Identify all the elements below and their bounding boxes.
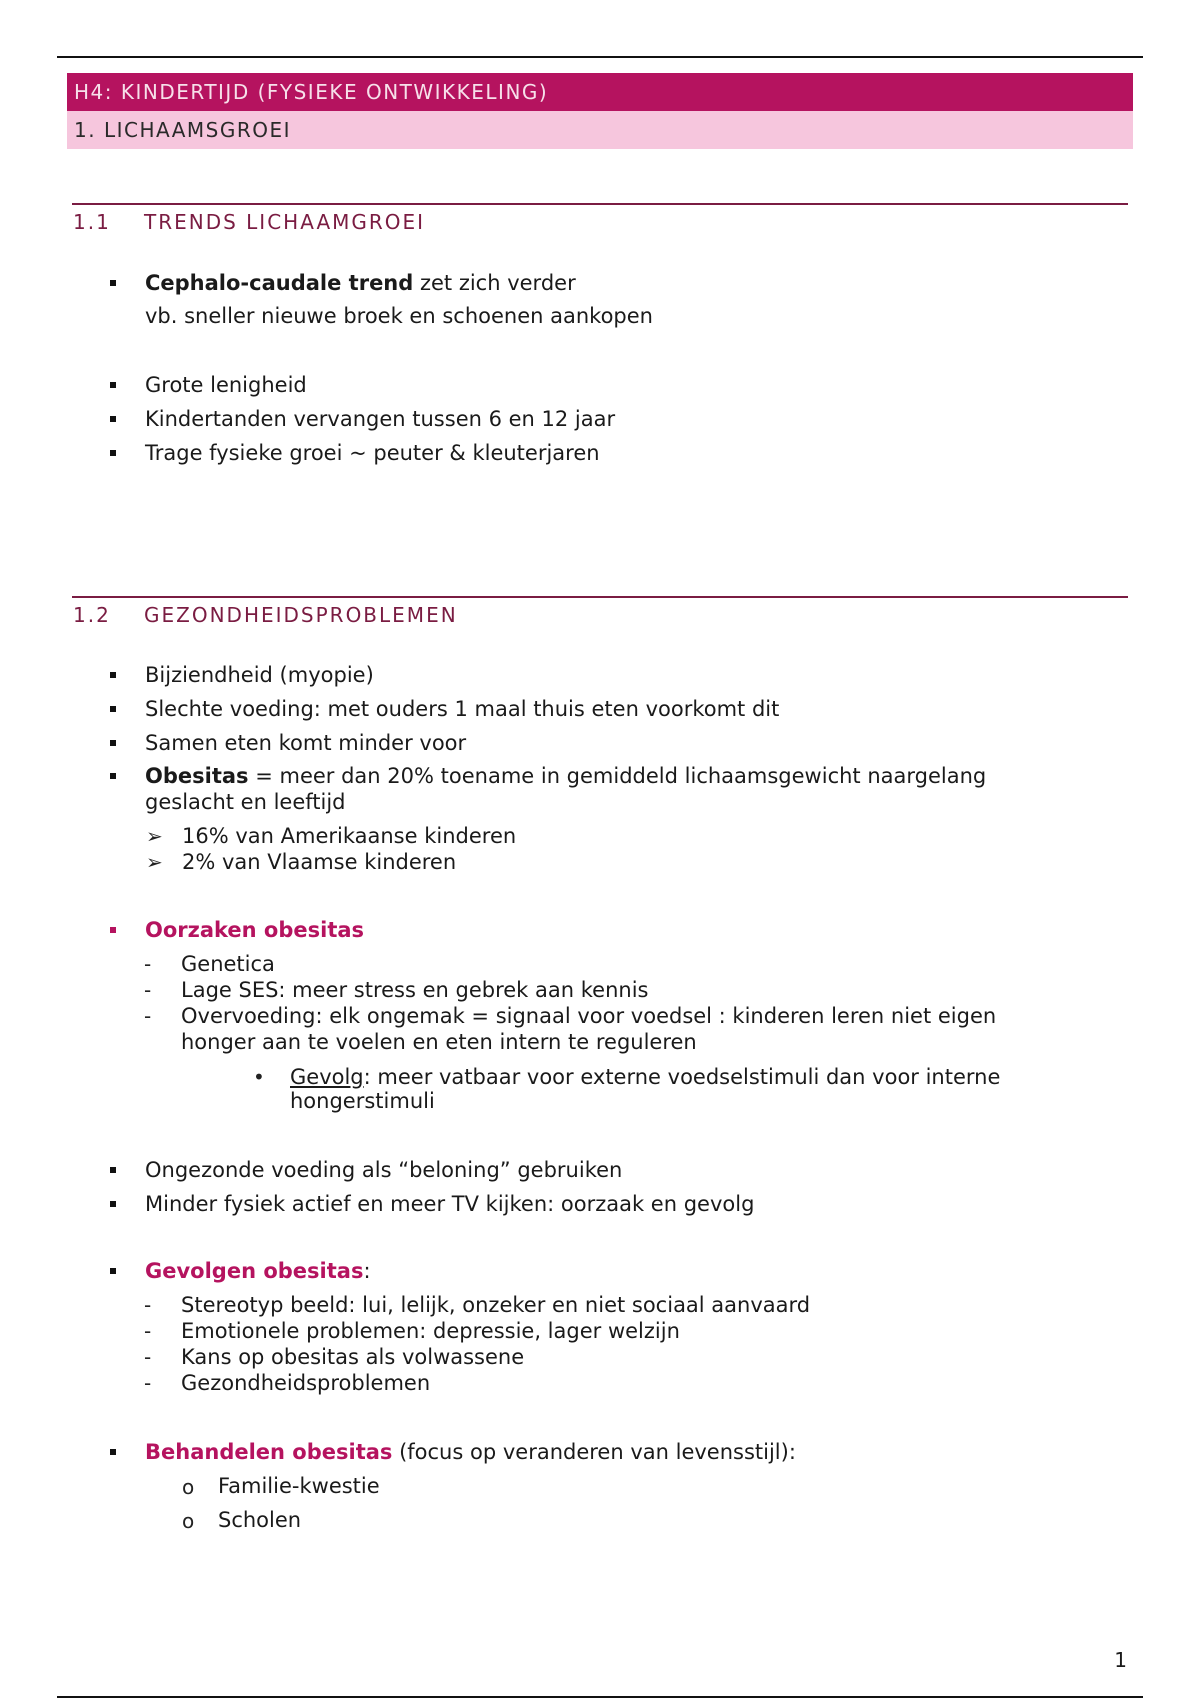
list-item: Minder fysiek actief en meer TV kijken: oorzaak en gevolg bbox=[145, 1192, 755, 1216]
behandelen-heading: Behandelen obesitas (focus op veranderen van levensstijl): bbox=[145, 1440, 796, 1464]
section-heading-text: GEZONDHEIDSPROBLEMEN bbox=[144, 603, 458, 627]
list-item: Trage fysieke groei ~ peuter & kleuterjaren bbox=[145, 441, 600, 465]
bullet-icon bbox=[110, 1201, 116, 1207]
bullet-icon bbox=[110, 280, 116, 286]
sub-list-item: Gezondheidsproblemen bbox=[181, 1371, 431, 1395]
bullet-icon bbox=[110, 927, 116, 933]
list-item: Kindertanden vervangen tussen 6 en 12 jaar bbox=[145, 407, 616, 431]
bullet-icon bbox=[110, 773, 116, 779]
dash-bullet-icon: - bbox=[144, 1293, 152, 1317]
sub-list-item: Scholen bbox=[218, 1508, 302, 1532]
list-item: Samen eten komt minder voor bbox=[145, 731, 467, 755]
list-item-obesitas: Obesitas = meer dan 20% toename in gemiddeld lichaamsgewicht naargelang bbox=[145, 764, 987, 788]
sub-list-item: 2% van Vlaamse kinderen bbox=[182, 850, 457, 874]
dash-bullet-icon: - bbox=[144, 1004, 152, 1028]
top-rule bbox=[57, 56, 1143, 58]
list-item: Grote lenigheid bbox=[145, 373, 307, 397]
list-item-continuation: vb. sneller nieuwe broek en schoenen aankopen bbox=[145, 304, 653, 328]
circle-bullet-icon: o bbox=[182, 1509, 195, 1533]
list-item: Cephalo-caudale trend zet zich verder bbox=[145, 271, 576, 295]
sub-list-item-continuation: honger aan te voelen en eten intern te reguleren bbox=[181, 1030, 697, 1054]
arrow-bullet-icon: ➢ bbox=[146, 824, 163, 848]
dot-bullet-icon: • bbox=[253, 1065, 265, 1089]
sub-list-item: 16% van Amerikaanse kinderen bbox=[182, 824, 517, 848]
section-1-1-heading bbox=[73, 210, 425, 234]
bullet-icon bbox=[110, 1167, 116, 1173]
bullet-icon bbox=[110, 450, 116, 456]
list-item: Slechte voeding: met ouders 1 maal thuis eten voorkomt dit bbox=[145, 697, 780, 721]
list-item: Ongezonde voeding als “beloning” gebruiken bbox=[145, 1158, 623, 1182]
dash-bullet-icon: - bbox=[144, 1345, 152, 1369]
section-number: 1.1 bbox=[73, 210, 111, 234]
section-number: 1.2 bbox=[73, 603, 111, 627]
gevolg-item-continuation: hongerstimuli bbox=[290, 1089, 435, 1113]
sub-list-item: Overvoeding: elk ongemak = signaal voor voedsel : kinderen leren niet eigen bbox=[181, 1004, 997, 1028]
section-1-2-rule bbox=[72, 596, 1128, 598]
sub-list-item: Kans op obesitas als volwassene bbox=[181, 1345, 525, 1369]
section-heading-text: TRENDS LICHAAMGROEI bbox=[144, 210, 426, 234]
arrow-bullet-icon: ➢ bbox=[146, 850, 163, 874]
sub-list-item: Stereotyp beeld: lui, lelijk, onzeker en niet sociaal aanvaard bbox=[181, 1293, 811, 1317]
sub-list-item: Genetica bbox=[181, 952, 275, 976]
sub-list-item: Lage SES: meer stress en gebrek aan kennis bbox=[181, 978, 649, 1002]
section-1-2-heading bbox=[73, 603, 458, 627]
bullet-icon bbox=[110, 740, 116, 746]
bullet-icon bbox=[110, 1268, 116, 1274]
gevolg-item: Gevolg: meer vatbaar voor externe voedselstimuli dan voor interne bbox=[290, 1065, 1001, 1089]
chapter-title: H4: KINDERTIJD (FYSIEKE ONTWIKKELING) bbox=[67, 73, 1133, 111]
dash-bullet-icon: - bbox=[144, 1319, 152, 1343]
sub-list-item: Familie-kwestie bbox=[218, 1474, 380, 1498]
list-item: Bijziendheid (myopie) bbox=[145, 663, 374, 687]
list-item-continuation: geslacht en leeftijd bbox=[145, 790, 346, 814]
bullet-icon bbox=[110, 672, 116, 678]
bullet-icon bbox=[110, 416, 116, 422]
circle-bullet-icon: o bbox=[182, 1475, 195, 1499]
bullet-icon bbox=[110, 382, 116, 388]
dash-bullet-icon: - bbox=[144, 978, 152, 1002]
section-1-1-rule bbox=[72, 203, 1128, 205]
gevolgen-heading: Gevolgen obesitas: bbox=[145, 1259, 371, 1283]
sub-list-item: Emotionele problemen: depressie, lager welzijn bbox=[181, 1319, 680, 1343]
bottom-rule bbox=[57, 1696, 1143, 1698]
bullet-icon bbox=[110, 706, 116, 712]
bullet-icon bbox=[110, 1449, 116, 1455]
dash-bullet-icon: - bbox=[144, 952, 152, 976]
page-number: 1 bbox=[1114, 1648, 1127, 1672]
dash-bullet-icon: - bbox=[144, 1371, 152, 1395]
section-title: 1. LICHAAMSGROEI bbox=[67, 111, 1133, 149]
oorzaken-heading: Oorzaken obesitas bbox=[145, 918, 365, 942]
